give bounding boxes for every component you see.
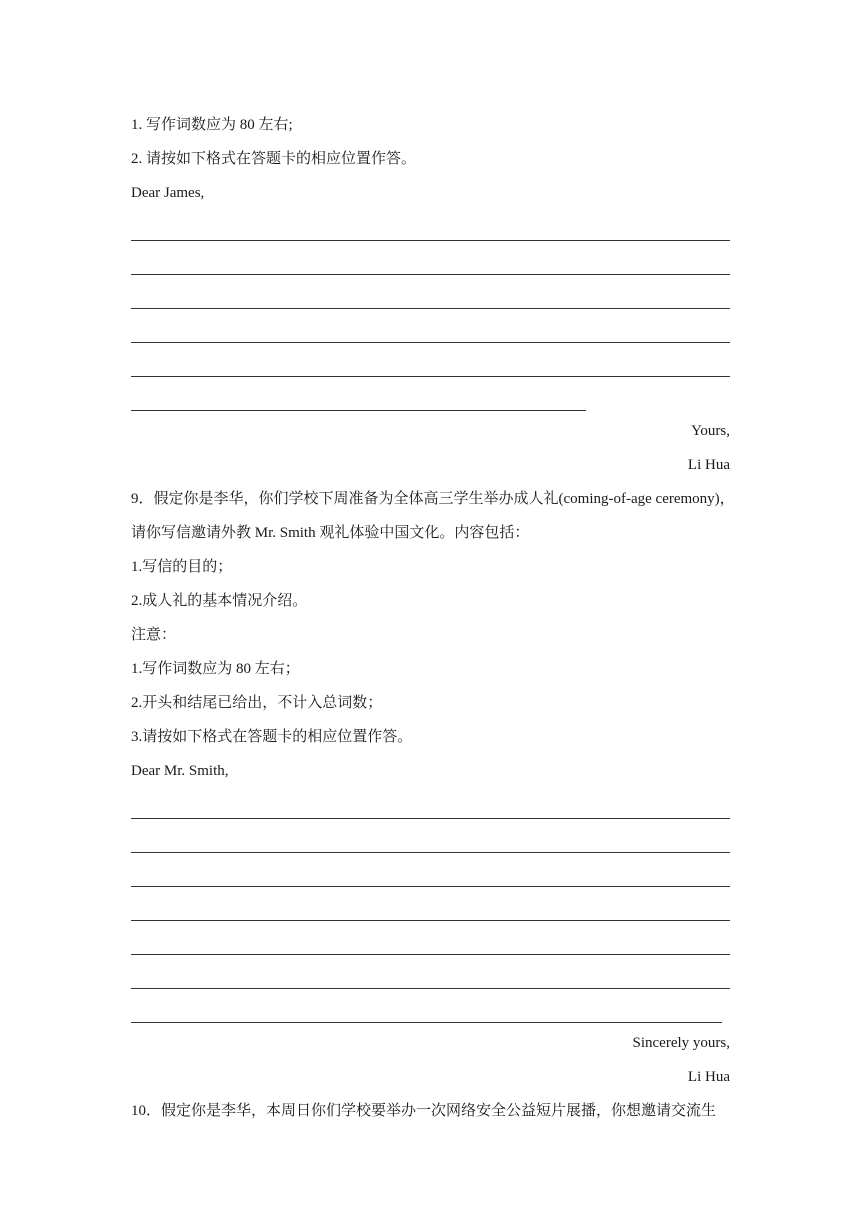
answer-line — [131, 890, 730, 924]
answer-line — [131, 856, 730, 890]
task10-prompt-line-1: 10．假定你是李华，本周日你们学校要举办一次网络安全公益短片展播，你想邀请交流生 — [131, 1103, 717, 1119]
answer-line — [131, 924, 730, 958]
answer-line — [131, 380, 730, 414]
task8-note-1: 1. 写作词数应为 80 左右; — [131, 117, 293, 133]
answer-line — [131, 346, 730, 380]
task9-point-1: 1.写信的目的； — [131, 559, 233, 575]
answer-line — [131, 992, 730, 1026]
task9-closing: Sincerely yours, — [632, 1035, 730, 1051]
task9-greeting: Dear Mr. Smith, — [131, 763, 229, 779]
task9-point-2: 2.成人礼的基本情况介绍。 — [131, 593, 308, 609]
task8-note-2: 2. 请按如下格式在答题卡的相应位置作答。 — [131, 151, 417, 167]
answer-line — [131, 312, 730, 346]
task9-note-1: 1.写作词数应为 80 左右； — [131, 661, 300, 677]
task9-note-2: 2.开头和结尾已给出，不计入总词数； — [131, 695, 383, 711]
task8-signature: Li Hua — [687, 457, 730, 473]
task9-note-3: 3.请按如下格式在答题卡的相应位置作答。 — [131, 729, 413, 745]
answer-line — [131, 788, 730, 822]
answer-line — [131, 244, 730, 278]
task9-signature: Li Hua — [687, 1069, 730, 1085]
answer-line — [131, 210, 730, 244]
answer-line — [131, 958, 730, 992]
task8-greeting: Dear James, — [131, 185, 205, 201]
task9-prompt-line-1: 9．假定你是李华，你们学校下周准备为全体高三学生举办成人礼(coming-of-age ceremony)， — [131, 491, 735, 507]
task9-notice-label: 注意： — [131, 627, 177, 643]
task8-closing: Yours, — [691, 423, 730, 439]
task9-prompt-line-2: 请你写信邀请外教 Mr. Smith 观礼体验中国文化。内容包括： — [131, 525, 530, 541]
answer-line — [131, 278, 730, 312]
document-content — [131, 108, 735, 1128]
answer-line — [131, 822, 730, 856]
